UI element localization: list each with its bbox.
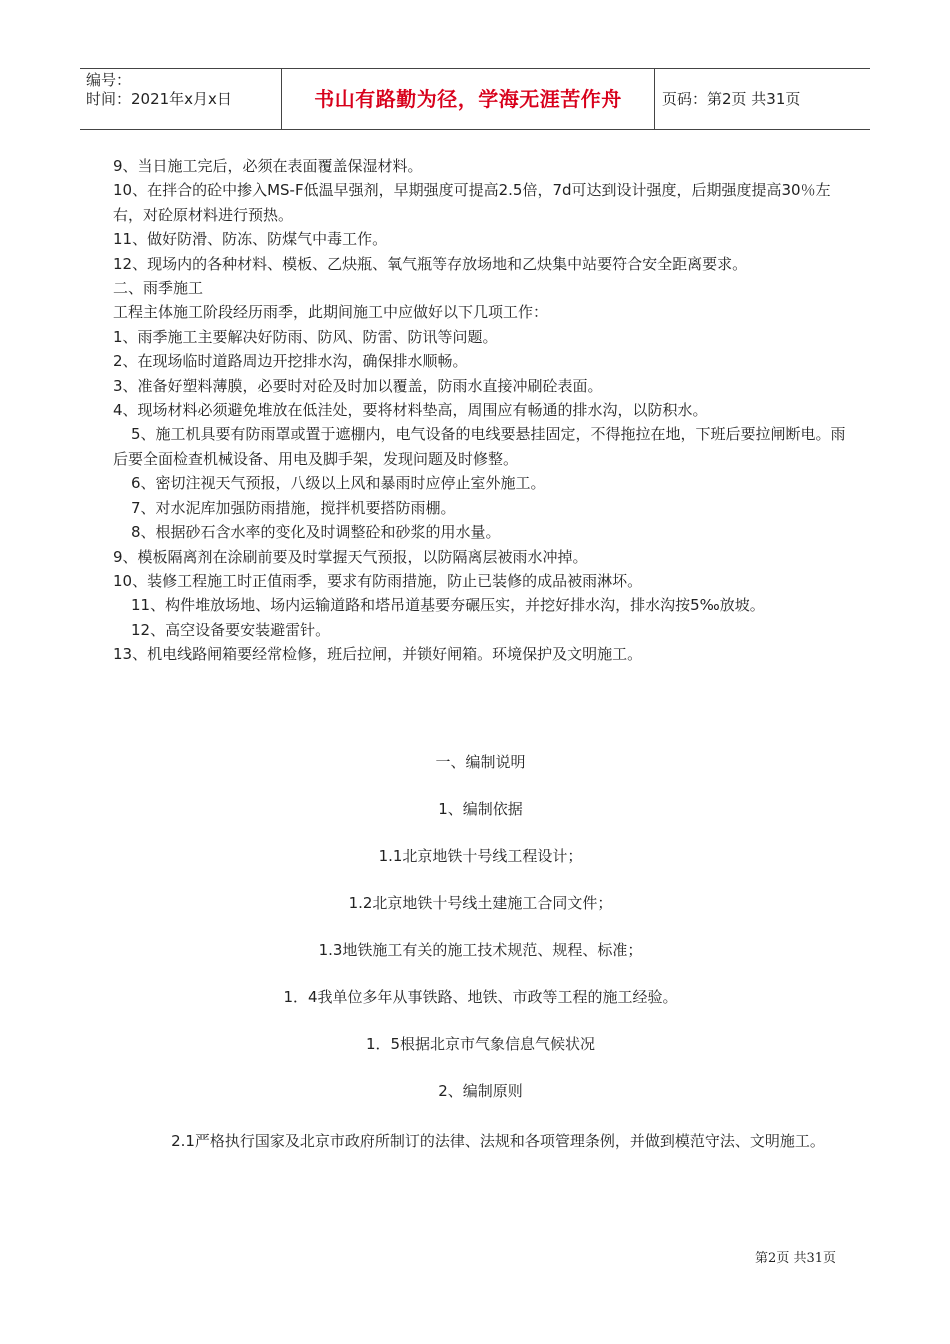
paragraph: 7、对水泥库加强防雨措施，搅拌机要搭防雨棚。 (131, 498, 456, 517)
subsection-heading: 1、编制依据 (438, 800, 523, 818)
paragraph: 12、高空设备要安装避雷针。 (131, 620, 331, 639)
body-text (113, 154, 848, 667)
compilation-section (113, 748, 848, 1124)
paragraph: 8、根据砂石含水率的变化及时调整砼和砂浆的用水量。 (131, 523, 501, 542)
page-footer: 第2页 共31页 (755, 1251, 836, 1266)
code-label: 编号： (86, 71, 132, 89)
paragraph: 2、在现场临时道路周边开挖排水沟，确保排水顺畅。 (113, 352, 468, 371)
centered-item: 1.2北京地铁十号线土建施工合同文件； (348, 894, 613, 912)
centered-item: 1．4我单位多年从事铁路、地铁、市政等工程的施工经验。 (283, 988, 678, 1006)
paragraph: 11、构件堆放场地、场内运输道路和塔吊道基要夯碾压实，并挖好排水沟，排水沟按5‰放坡。 (131, 596, 765, 615)
paragraph: 12、现场内的各种材料、模板、乙炔瓶、氧气瓶等存放场地和乙炔集中站要符合安全距离要求。 (113, 254, 748, 273)
paragraph: 5、施工机具要有防雨罩或置于遮棚内，电气设备的电线要悬挂固定，不得拖拉在地，下班后要拉闸断电。雨后要全面检查机械设备、用电及脚手架，发现问题及时修整。 (113, 425, 846, 468)
paragraph: 工程主体施工阶段经历雨季，此期间施工中应做好以下几项工作： (113, 303, 549, 322)
paragraph: 6、密切注视天气预报，八级以上风和暴雨时应停止室外施工。 (131, 474, 546, 493)
principle-paragraph: 2.1严格执行国家及北京市政府所制订的法律、法规和各项管理条例，并做到模范守法、文明施工。 (171, 1132, 825, 1150)
section-heading: 一、编制说明 (435, 753, 526, 771)
paragraph: 13、机电线路闸箱要经常检修，班后拉闸，并锁好闸箱。环境保护及文明施工。 (113, 645, 643, 664)
paragraph: 9、当日施工完后，必须在表面覆盖保湿材料。 (113, 157, 423, 175)
paragraph: 10、在拌合的砼中掺入MS-F低温早强剂，早期强度可提高2.5倍，7d可达到设计强度，后期强度提高30％左右，对砼原材料进行预热。 (113, 181, 831, 224)
date-label: 时间：2021年x月x日 (86, 90, 232, 108)
paragraph: 10、装修工程施工时正值雨季，要求有防雨措施，防止已装修的成品被雨淋坏。 (113, 571, 643, 590)
centered-item: 1.3地铁施工有关的施工技术规范、规程、标准； (318, 941, 643, 959)
header-divider (654, 69, 655, 129)
subsection-heading: 2、编制原则 (438, 1082, 523, 1100)
page-header (80, 68, 870, 130)
paragraph: 9、模板隔离剂在涂刷前要及时掌握天气预报，以防隔离层被雨水冲掉。 (113, 547, 588, 566)
section-heading: 二、雨季施工 (113, 279, 204, 298)
header-motto: 书山有路勤为径，学海无涯苦作舟 (314, 87, 622, 111)
paragraph: 1、雨季施工主要解决好防雨、防风、防雷、防讯等问题。 (113, 327, 498, 346)
paragraph: 3、准备好塑料薄膜，必要时对砼及时加以覆盖，防雨水直接冲刷砼表面。 (113, 376, 603, 395)
centered-item: 1.1北京地铁十号线工程设计； (378, 847, 583, 865)
header-meta (86, 71, 281, 109)
paragraph: 4、现场材料必须避免堆放在低洼处，要将材料垫高，周围应有畅通的排水沟，以防积水。 (113, 401, 708, 420)
centered-item: 1．5根据北京市气象信息气候状况 (365, 1035, 596, 1053)
paragraph: 11、做好防滑、防冻、防煤气中毒工作。 (113, 230, 388, 249)
header-page-info: 页码：第2页 共31页 (662, 90, 801, 108)
